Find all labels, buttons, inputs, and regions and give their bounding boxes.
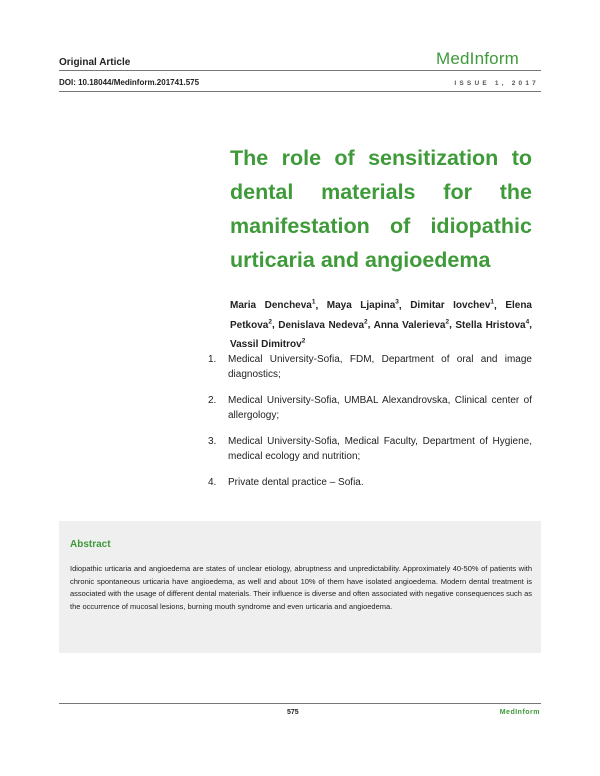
page-number: 575	[287, 709, 299, 716]
article-type: Original Article	[59, 57, 131, 68]
affiliation-number: 2.	[208, 395, 217, 406]
abstract-text: Idiopathic urticaria and angioedema are states of unclear etiology, abruptness and unpredictability. Approximately 40-50% of patients with chronic spontaneous urticaria have angioedema, as well and about 10% of them have isolated angioedema. Modern dental treatment is associated with the usage of different dental materials. Their influence is diverse and often associated with negative consequences such as the occurrence of mucosal lesions, burning mouth syndrome and even urticaria and angioedema.	[70, 564, 532, 611]
affiliation-text: Medical University-Sofia, UMBAL Alexandrovska, Clinical center of allergology;	[228, 395, 532, 421]
author-affiliation-mark: 2	[268, 318, 272, 326]
author	[374, 320, 450, 331]
author	[278, 320, 367, 331]
paper-title: The role of sensitization to dental materials for the manifestation of idiopathic urticaria and angioedema	[230, 146, 532, 272]
author-name: Denislava Nedeva	[278, 319, 365, 331]
author-affiliation-mark: 2	[445, 318, 450, 326]
author-affiliation-mark: 3	[395, 299, 399, 306]
author-affiliation-mark: 1	[490, 299, 495, 306]
author-name: Stella Hristova	[455, 319, 526, 331]
doi-line: DOI: 10.18044/Medinform.201741.575	[59, 78, 200, 87]
author	[410, 300, 494, 311]
author-list: Maria Dencheva$^1$, Maya Ljapina$^3$, Dimitar Iovchev$^1$, Elena Petkova$^2$, Denislava Nedeva$^2$, Anna Valerieva$^2$, Stella Hristova$^4$, Vassil Dimitrov$^2$	[230, 299, 532, 350]
author-name: Vassil Dimitrov	[230, 338, 302, 350]
author-affiliation-mark: 2	[301, 337, 306, 345]
affiliation-number: 3.	[208, 436, 217, 447]
affiliation-number: 4.	[208, 477, 217, 488]
affiliation-item	[208, 475, 532, 490]
author	[455, 320, 529, 331]
author-affiliation-mark: 2	[364, 318, 368, 326]
affiliation-number: 1.	[208, 354, 217, 365]
abstract-heading: Abstract	[70, 539, 111, 550]
journal-brand: MedInform	[436, 49, 520, 68]
author-name: Dimitar Iovchev	[410, 300, 491, 312]
header-rule-top	[59, 70, 541, 71]
footer-rule	[59, 703, 541, 704]
author	[230, 339, 305, 350]
issue-label: ISSUE 1, 2017	[454, 80, 539, 87]
author	[230, 300, 316, 311]
affiliation-list	[208, 352, 532, 501]
affiliation-item	[208, 352, 532, 382]
affiliation-item	[208, 434, 532, 464]
author-affiliation-mark: 1	[311, 299, 316, 306]
affiliation-item	[208, 393, 532, 423]
author-name: Maria Dencheva	[230, 300, 312, 312]
affiliation-text: Private dental practice – Sofia.	[228, 477, 364, 488]
author	[327, 300, 399, 311]
author-name: Elena Petkova	[230, 300, 532, 331]
author-name: Maya Ljapina	[326, 300, 396, 312]
author-name: Anna Valerieva	[373, 319, 446, 331]
header-rule-bottom	[59, 91, 541, 92]
abstract-box	[59, 521, 541, 653]
author-affiliation-mark: 4	[525, 318, 530, 326]
footer-brand: MedInform	[499, 709, 540, 716]
affiliation-text: Medical University-Sofia, FDM, Department of oral and image diagnostics;	[228, 354, 532, 380]
affiliation-text: Medical University-Sofia, Medical Faculty, Department of Hygiene, medical ecology and nutrition;	[228, 436, 532, 462]
